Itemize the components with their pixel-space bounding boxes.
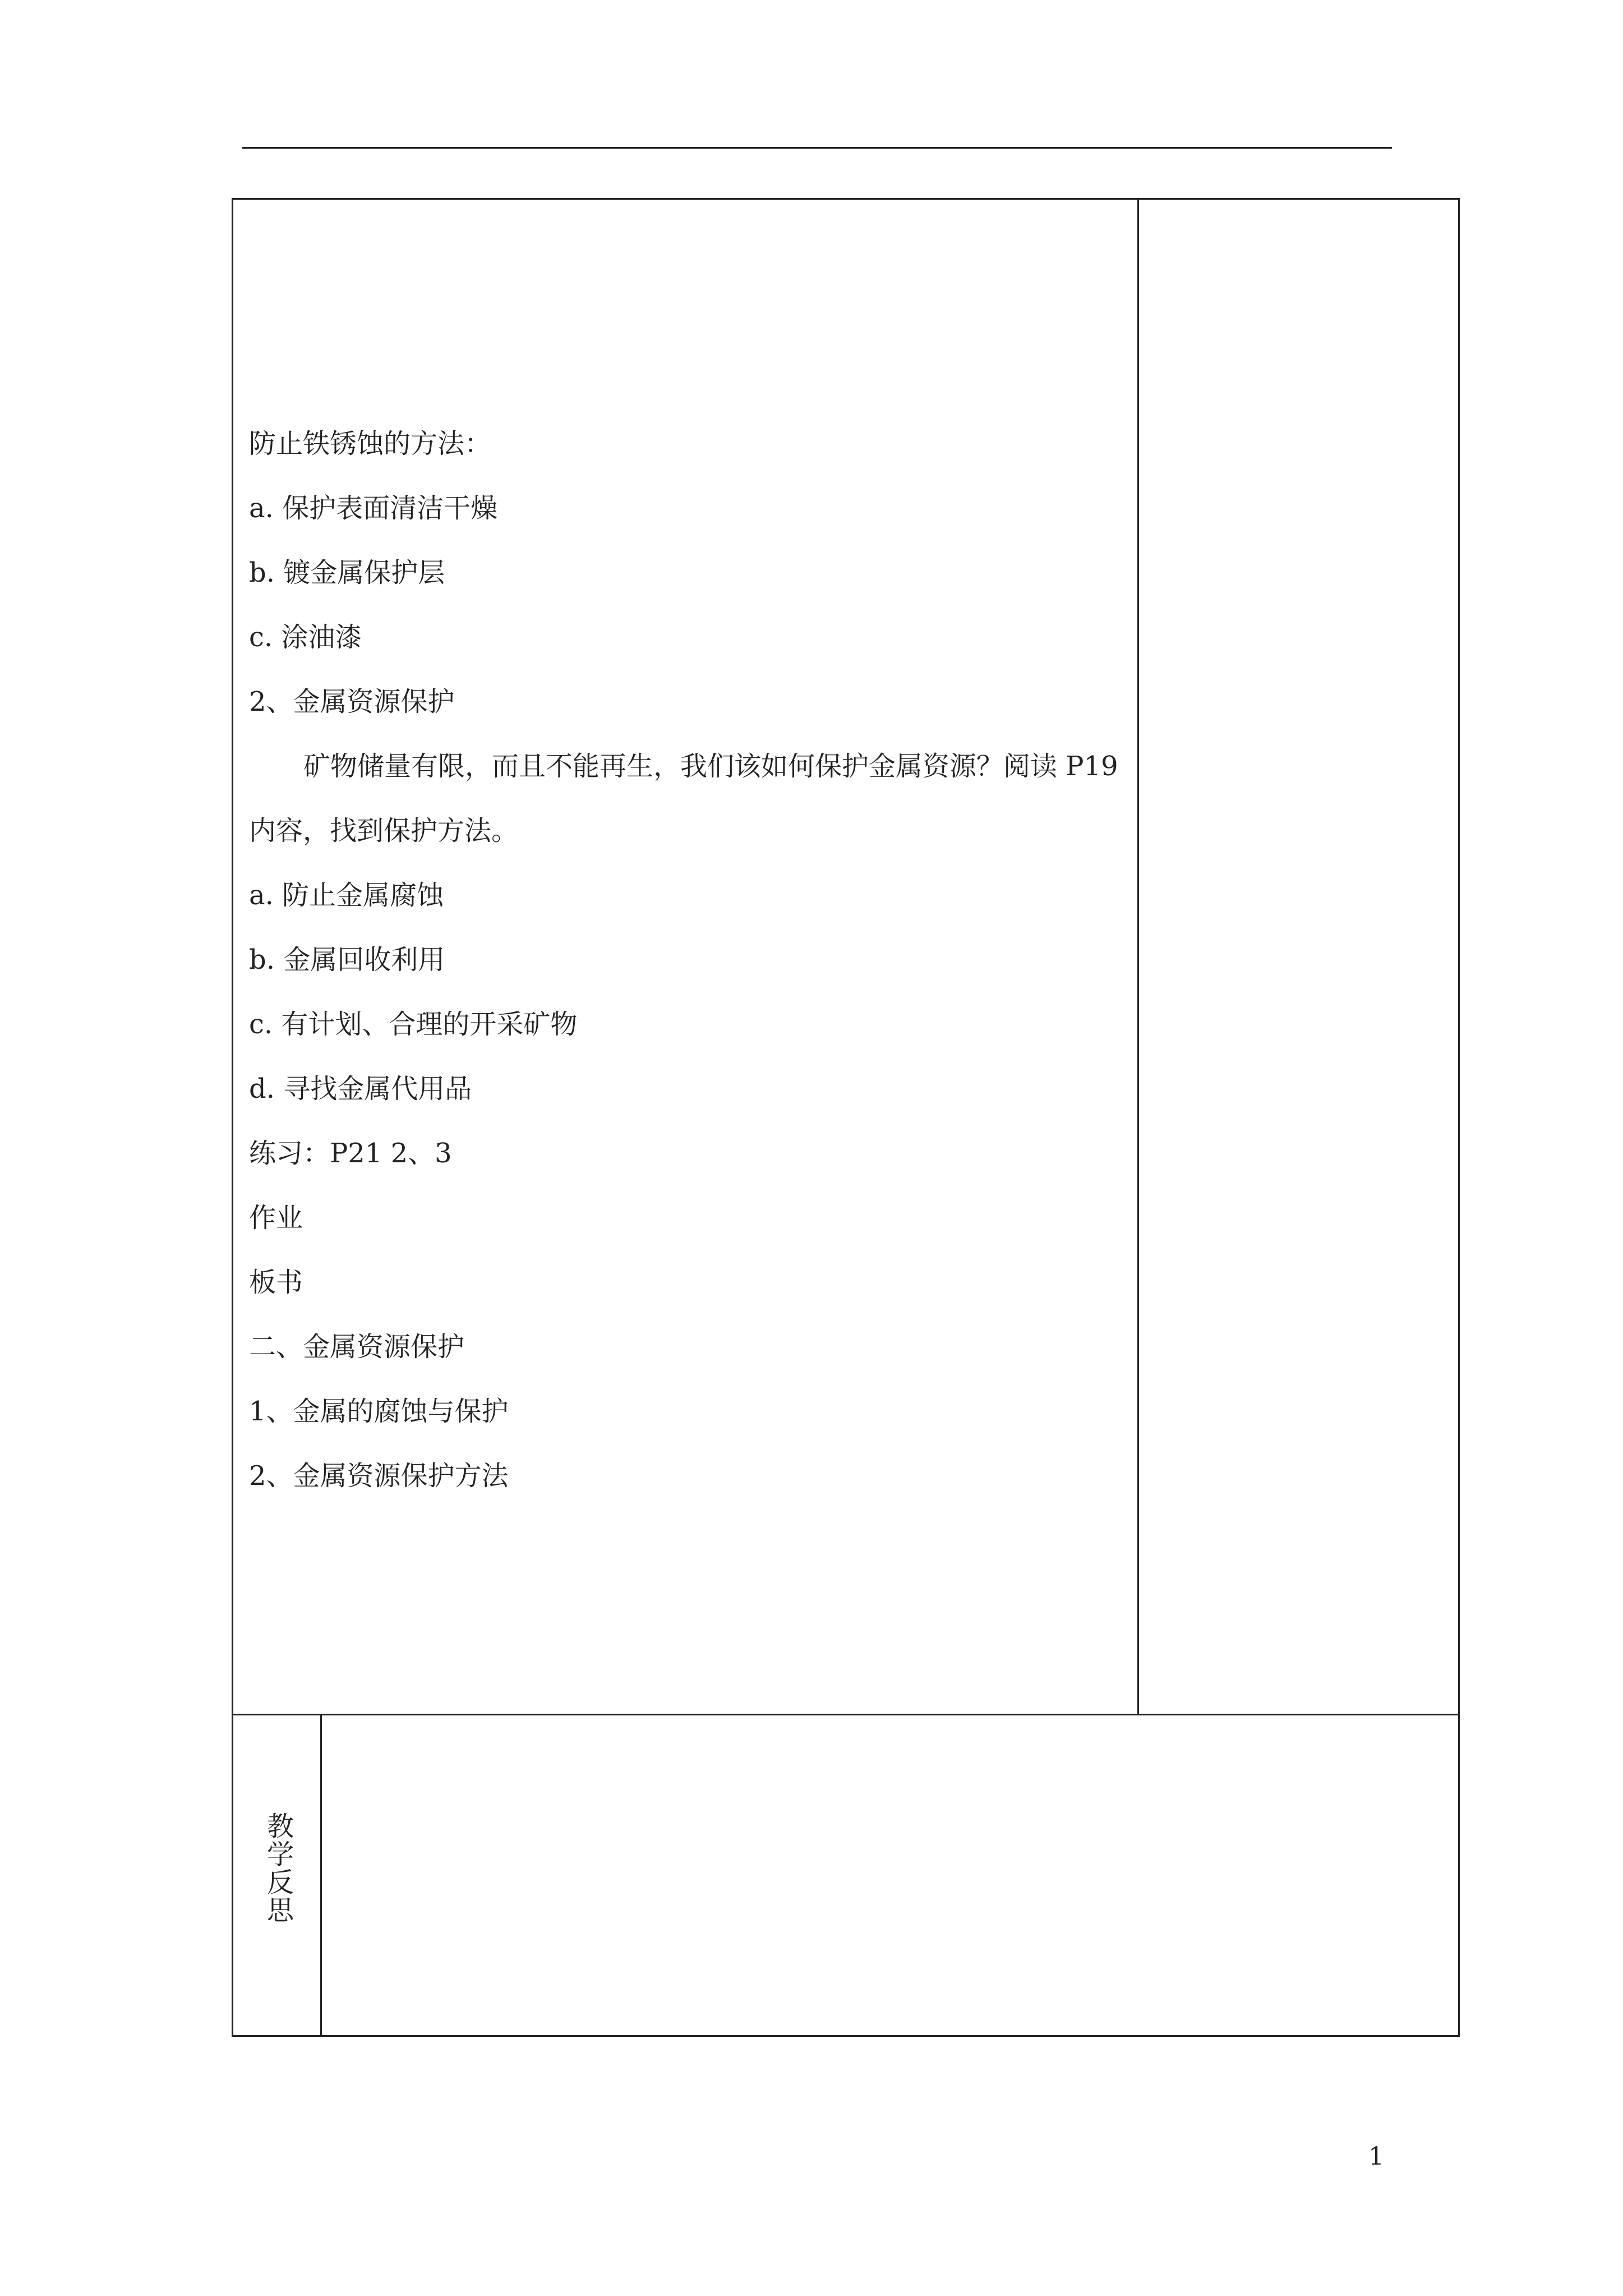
content-line: a. 保护表面清洁干燥: [249, 493, 498, 524]
content-line: 作业: [249, 1202, 303, 1234]
content-line: d. 寻找金属代用品: [249, 1073, 472, 1105]
content-line: 矿物储量有限，而且不能再生，我们该如何保护金属资源？阅读 P19: [303, 751, 1118, 782]
content-line: a. 防止金属腐蚀: [249, 880, 444, 911]
content-line: 二、金属资源保护: [249, 1331, 465, 1363]
reflection-label: 教学反思: [262, 1812, 294, 1924]
header-rule: [242, 147, 1392, 149]
side-notes-cell: [1137, 198, 1460, 1715]
content-line: c. 涂油漆: [249, 622, 362, 653]
content-line: 内容，找到保护方法。: [249, 815, 519, 846]
content-line: b. 金属回收利用: [249, 944, 445, 976]
content-line: b. 镀金属保护层: [249, 557, 445, 588]
content-line: 练习：P21 2、3: [249, 1138, 452, 1169]
content-line: c. 有计划、合理的开采矿物: [249, 1009, 578, 1040]
page-number: 1: [1368, 2142, 1384, 2171]
content-line: 2、金属资源保护方法: [249, 1460, 509, 1492]
content-line: 2、金属资源保护: [249, 686, 455, 717]
lesson-content-lines: [249, 412, 1137, 1508]
reflection-label-cell: [232, 1714, 322, 2037]
lesson-content-cell: [232, 198, 1139, 1715]
reflection-body-cell: [320, 1714, 1460, 2037]
content-line: 板书: [249, 1267, 303, 1298]
content-line: 防止铁锈蚀的方法：: [249, 428, 492, 459]
content-line: 1、金属的腐蚀与保护: [249, 1396, 509, 1427]
